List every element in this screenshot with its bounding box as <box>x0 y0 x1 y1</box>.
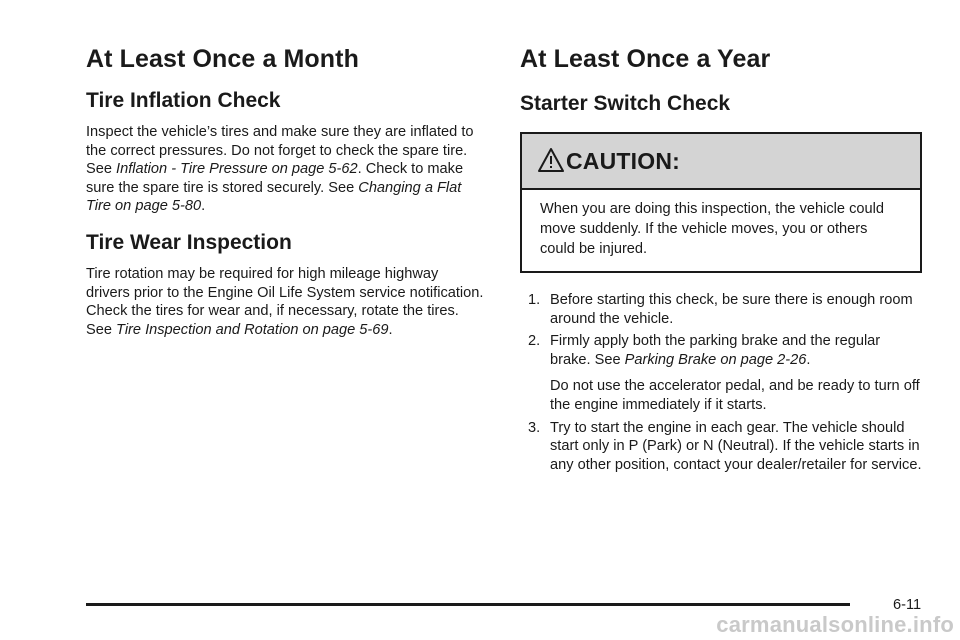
step-text: . <box>806 351 811 368</box>
warning-triangle-icon <box>538 147 564 173</box>
text: Inspect the vehicle’s tires and make sure they are inflated to the correct pressures. Do not forget to check the spare tire. See <box>86 124 474 178</box>
step-number: 1. <box>528 292 541 308</box>
paragraph-tire-wear <box>86 265 484 339</box>
starter-check-steps <box>520 291 922 474</box>
list-item <box>520 291 922 328</box>
caution-title: CAUTION: <box>566 147 681 174</box>
heading-tire-wear-inspection: Tire Wear Inspection <box>86 230 292 254</box>
page-number: 6-11 <box>893 597 922 613</box>
step-note: Do not use the accelerator pedal, and be ready to turn off the engine immediately if it starts. <box>550 378 920 413</box>
text: Tire rotation may be required for high mileage highway drivers prior to the Engine Oil Life System service notification. Check the tires for wear and, if necessary, rotate the tires. See <box>86 265 484 338</box>
caution-box <box>520 132 922 273</box>
xref-changing-flat-tire: Changing a Flat Tire on page 5-80 <box>86 179 462 215</box>
footer-rule <box>86 603 850 606</box>
caution-body: When you are doing this inspection, the vehicle could move suddenly. If the vehicle moves, you or others could be injured. <box>540 201 884 257</box>
step-number: 3. <box>528 419 541 436</box>
watermark: carmanualsonline.info <box>716 612 954 637</box>
step-text: Before starting this check, be sure there is enough room around the vehicle. <box>550 292 913 327</box>
step-text: Try to start the engine in each gear. The vehicle should start only in P (Park) or N (Neutral). If the vehicle starts in any other position, contact your dealer/retailer for service. <box>550 419 922 473</box>
text: . <box>201 198 206 215</box>
xref-inflation-tire-pressure: Inflation - Tire Pressure on page 5-62 <box>116 161 358 178</box>
caution-header <box>522 134 920 190</box>
heading-starter-switch-check: Starter Switch Check <box>520 92 731 115</box>
list-item <box>520 419 922 475</box>
paragraph-tire-inflation <box>86 123 484 216</box>
section-title-yearly: At Least Once a Year <box>520 45 771 73</box>
heading-tire-inflation-check: Tire Inflation Check <box>86 89 281 112</box>
list-item <box>520 332 922 414</box>
text: . <box>388 321 393 338</box>
section-title-monthly: At Least Once a Month <box>86 45 359 73</box>
left-column <box>86 42 484 339</box>
xref-parking-brake: Parking Brake on page 2-26 <box>624 351 807 368</box>
step-text: Firmly apply both the parking brake and the regular brake. See <box>550 333 881 368</box>
right-column <box>520 42 922 478</box>
xref-tire-inspection-rotation: Tire Inspection and Rotation on page 5-69 <box>116 321 389 338</box>
step-number: 2. <box>528 333 541 350</box>
text: . Check to make sure the spare tire is stored securely. See <box>86 161 464 196</box>
